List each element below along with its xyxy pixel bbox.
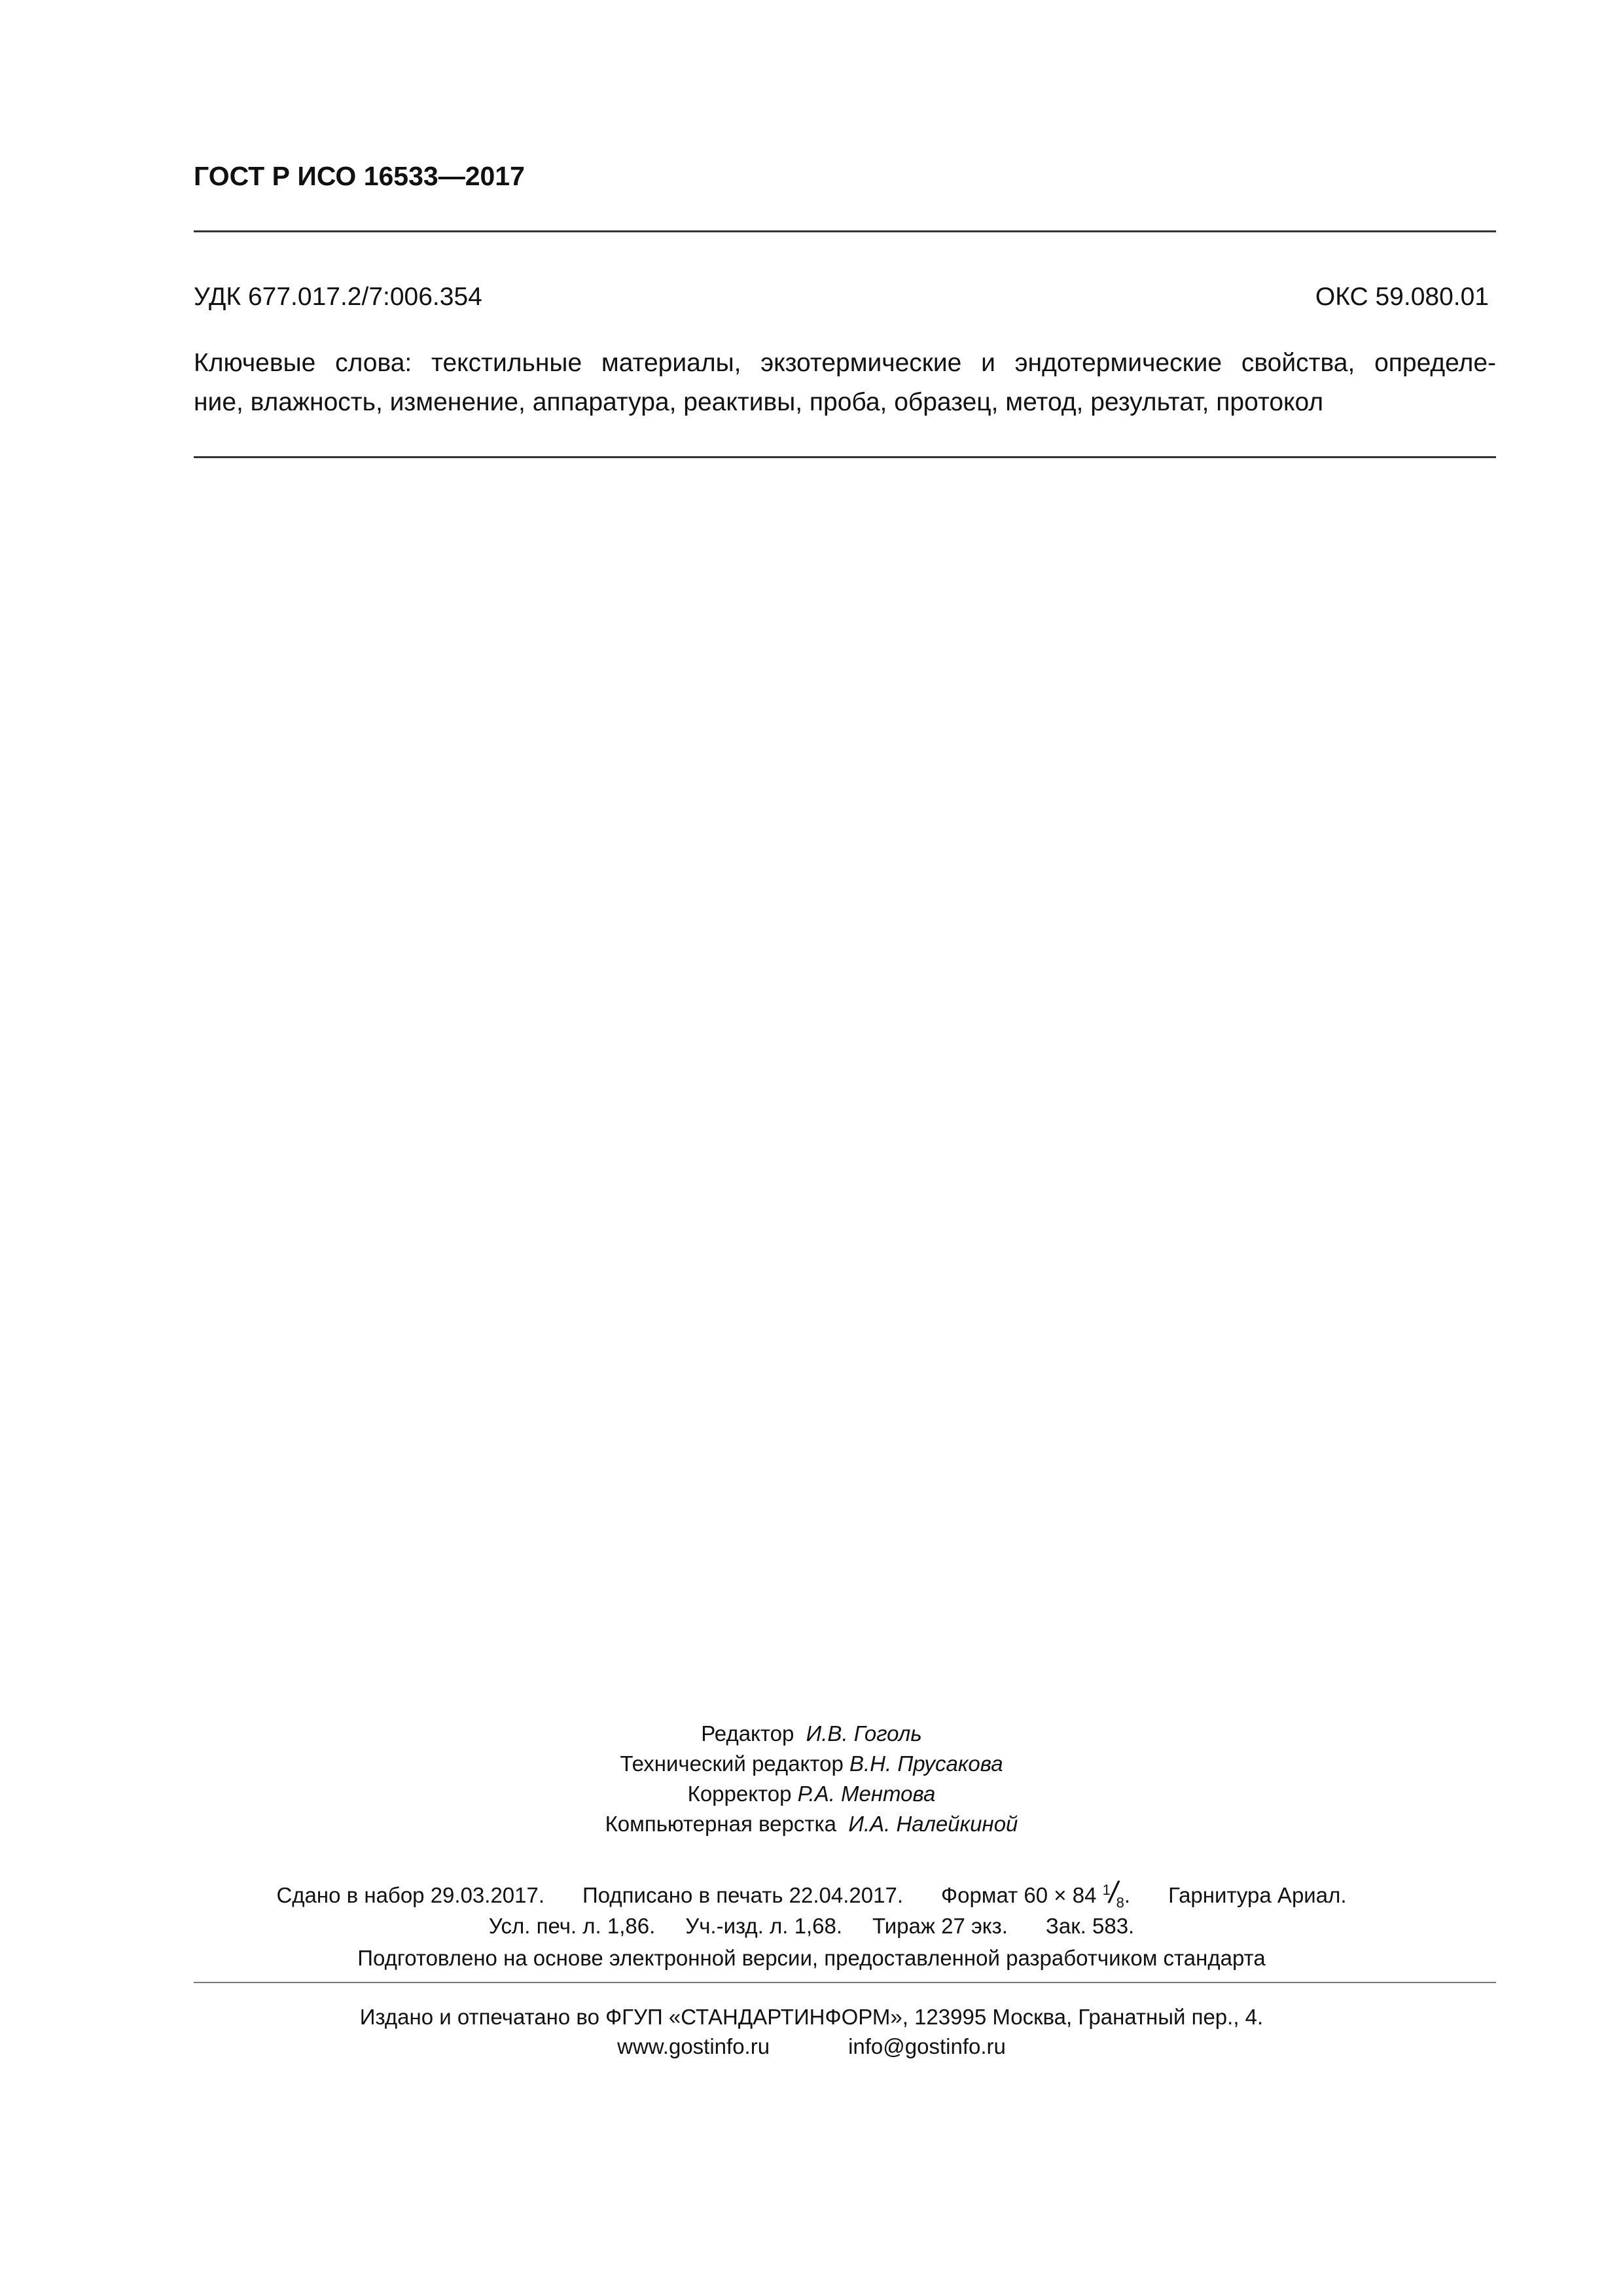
document-code: ГОСТ Р ИСО 16533—2017: [194, 161, 525, 191]
editor-label: Редактор: [701, 1721, 794, 1746]
credits-block: [0, 1719, 1623, 1839]
editor-line: [0, 1719, 1623, 1749]
keywords-divider: [194, 456, 1496, 458]
keywords-line-2: ние, влажность, изменение, аппаратура, реактивы, проба, образец, метод, результат, протокол: [194, 388, 1324, 416]
corrector-name: Р.А. Ментова: [797, 1782, 936, 1806]
format-denominator: 8: [1116, 1894, 1124, 1911]
publishing-line-1: [0, 1874, 1623, 1912]
paper-format: [941, 1874, 1130, 1912]
footer-divider: [194, 1982, 1496, 1983]
contacts-line: [0, 2034, 1623, 2059]
typeface: Гарнитура Ариал.: [1168, 1883, 1347, 1907]
oks-code: ОКС 59.080.01: [1315, 283, 1489, 311]
publisher-info: Издано и отпечатано во ФГУП «СТАНДАРТИНФОРМ», 123995 Москва, Гранатный пер., 4.: [359, 2005, 1264, 2029]
print-run: Тираж 27 экз.: [872, 1914, 1008, 1938]
prepared-note: Подготовлено на основе электронной версии, предоставленной разработчиком стандарта: [357, 1946, 1266, 1970]
top-divider: [194, 230, 1496, 232]
signed-date: Подписано в печать 22.04.2017.: [582, 1883, 904, 1907]
publisher-sheets: Уч.-изд. л. 1,68.: [685, 1914, 842, 1938]
layout-label: Компьютерная верстка: [605, 1812, 836, 1836]
layout-name: И.А. Налейкиной: [848, 1812, 1018, 1836]
order-number: Зак. 583.: [1045, 1914, 1135, 1938]
layout-line: [0, 1809, 1623, 1839]
corrector-line: [0, 1779, 1623, 1809]
print-sheets: Усл. печ. л. 1,86.: [488, 1914, 656, 1938]
format-numerator: 1: [1102, 1882, 1111, 1898]
editor-name: И.В. Гоголь: [806, 1721, 922, 1746]
email-link[interactable]: info@gostinfo.ru: [848, 2034, 1006, 2058]
format-fraction: $^1/_8$.: [1102, 1875, 1131, 1911]
website-link[interactable]: www.gostinfo.ru: [617, 2034, 770, 2058]
format-prefix: Формат 60 × 84: [941, 1883, 1097, 1907]
publishing-line-2: [0, 1914, 1623, 1939]
tech-editor-label: Технический редактор: [620, 1751, 844, 1776]
udc-code: УДК 677.017.2/7:006.354: [194, 283, 482, 311]
keywords-line-1: Ключевые слова: текстильные материалы, экзотермические и эндотермические свойства, определе-: [194, 349, 1496, 377]
tech-editor-line: [0, 1749, 1623, 1779]
keywords-block: [194, 344, 1496, 422]
corrector-label: Корректор: [687, 1782, 792, 1806]
tech-editor-name: В.Н. Прусакова: [849, 1751, 1003, 1776]
submitted-date: Сдано в набор 29.03.2017.: [276, 1883, 545, 1907]
